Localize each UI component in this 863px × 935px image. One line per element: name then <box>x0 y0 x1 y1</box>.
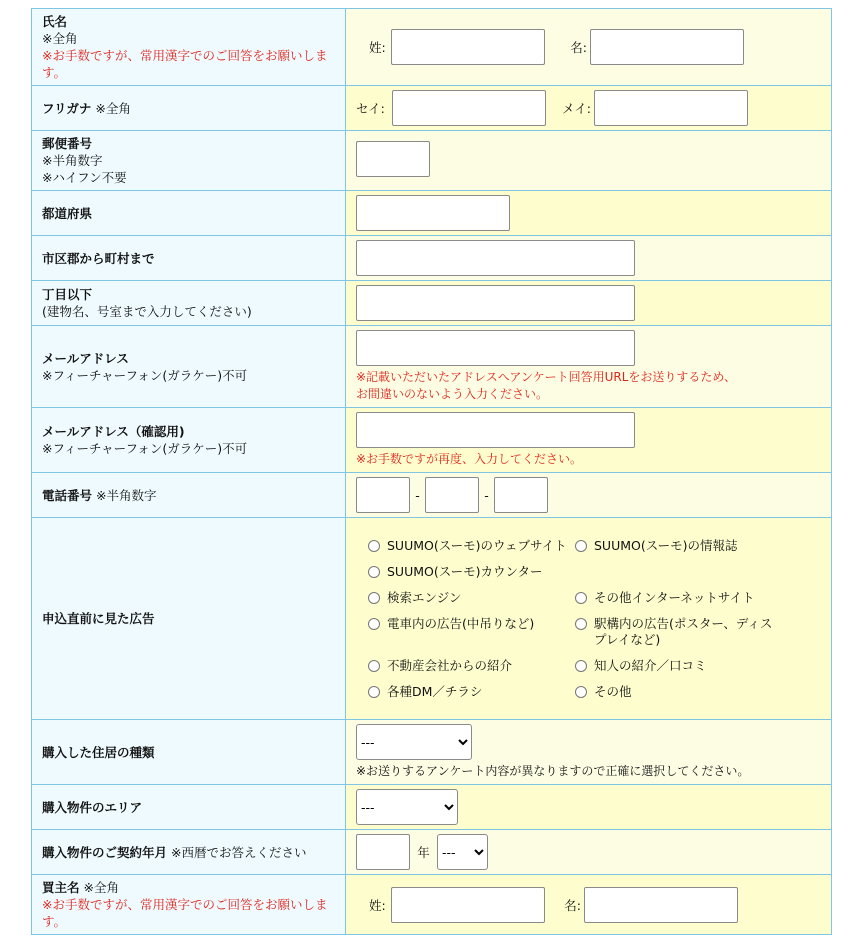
contract-date-value-cell <box>346 830 832 875</box>
last-name-kana-input[interactable] <box>392 90 546 126</box>
furigana-label: フリガナ <box>42 100 92 116</box>
prefecture-value-cell <box>346 191 832 236</box>
radio-circle-icon[interactable] <box>575 686 587 698</box>
ad-option-label: 検索エンジン <box>387 589 462 605</box>
buyer-mei-prefix: 名: <box>564 897 581 913</box>
phone-part3-input[interactable] <box>494 477 548 513</box>
ad-option-search-engine[interactable] <box>368 590 575 606</box>
contract-date-label-cell <box>32 830 346 875</box>
housing-type-label: 購入した住居の種類 <box>42 744 155 760</box>
application-form <box>31 8 832 935</box>
sei-kana-prefix: セイ: <box>356 101 385 116</box>
phone-part2-input[interactable] <box>425 477 479 513</box>
mei-kana-prefix: メイ: <box>562 101 591 116</box>
radio-circle-icon[interactable] <box>368 566 380 578</box>
ad-option-label: SUUMO(スーモ)カウンター <box>387 563 543 579</box>
name-row <box>32 9 832 86</box>
ad-option-realtor-referral[interactable] <box>368 658 575 674</box>
radio-circle-icon[interactable] <box>575 660 587 672</box>
radio-circle-icon[interactable] <box>368 592 380 604</box>
ad-option-suumo-magazine[interactable] <box>575 538 782 554</box>
ad-option-label: SUUMO(スーモ)の情報誌 <box>594 537 738 553</box>
contract-year-input[interactable] <box>356 834 410 870</box>
ad-option-train-ad[interactable] <box>368 616 575 648</box>
prefecture-row <box>32 191 832 236</box>
ad-option-label: 不動産会社からの紹介 <box>387 657 513 673</box>
area-label-cell <box>32 785 346 830</box>
housing-type-note: ※お送りするアンケート内容が異なりますので正確に選択してください。 <box>356 764 750 778</box>
phone-label: 電話番号 <box>42 487 93 503</box>
postal-code-input[interactable] <box>356 141 430 177</box>
radio-circle-icon[interactable] <box>368 686 380 698</box>
phone-value-cell <box>346 473 832 518</box>
sei-prefix: 姓: <box>369 40 386 55</box>
phone-label-cell <box>32 473 346 518</box>
first-name-input[interactable] <box>590 29 744 65</box>
buyer-last-name-input[interactable] <box>391 887 545 923</box>
housing-type-label-cell <box>32 720 346 785</box>
mei-prefix: 名: <box>570 40 587 55</box>
contract-date-label: 購入物件のご契約年月 <box>42 844 168 860</box>
ad-radio-group <box>356 531 821 707</box>
buyer-sei-prefix: 姓: <box>369 897 386 913</box>
email-confirm-note: ※フィーチャーフォン(ガラケー)不可 <box>42 441 248 456</box>
radio-circle-icon[interactable] <box>368 540 380 552</box>
contract-month-select[interactable] <box>437 834 488 870</box>
city-input[interactable] <box>356 240 635 276</box>
phone-separator: - <box>484 487 489 503</box>
email-label-cell <box>32 326 346 408</box>
address-note: (建物名、号室まで入力してください) <box>42 304 252 319</box>
buyer-name-note: ※全角 <box>83 880 119 895</box>
name-note: ※全角 <box>42 31 78 46</box>
ad-row <box>32 518 832 720</box>
buyer-name-value-cell <box>346 875 832 935</box>
postal-note-halfwidth: ※半角数字 <box>42 153 103 168</box>
city-label: 市区郡から町村まで <box>42 250 155 266</box>
postal-note-nohyphen: ※ハイフン不要 <box>42 170 127 185</box>
contract-date-note: ※西暦でお答えください <box>171 844 307 860</box>
ad-value-cell <box>346 518 832 720</box>
buyer-name-label-cell <box>32 875 346 935</box>
area-row <box>32 785 832 830</box>
phone-separator: - <box>415 487 420 503</box>
email-confirm-input[interactable] <box>356 412 635 448</box>
prefecture-label: 都道府県 <box>42 205 93 221</box>
address-row <box>32 281 832 326</box>
email-confirm-label-cell <box>32 408 346 473</box>
postal-label-cell <box>32 131 346 191</box>
buyer-name-warning: ※お手数ですが、常用漢字でのご回答をお願いします。 <box>42 897 328 929</box>
city-row <box>32 236 832 281</box>
name-value-cell <box>346 9 832 86</box>
housing-type-value-cell <box>346 720 832 785</box>
email-confirm-row <box>32 408 832 473</box>
ad-option-other[interactable] <box>575 684 782 700</box>
postal-label: 郵便番号 <box>42 136 93 151</box>
postal-value-cell <box>346 131 832 191</box>
contract-date-row <box>32 830 832 875</box>
prefecture-label-cell <box>32 191 346 236</box>
prefecture-input[interactable] <box>356 195 510 231</box>
housing-type-row <box>32 720 832 785</box>
email-confirm-warning: ※お手数ですが再度、入力してください。 <box>356 452 583 466</box>
email-note: ※フィーチャーフォン(ガラケー)不可 <box>42 367 248 383</box>
city-label-cell <box>32 236 346 281</box>
email-input[interactable] <box>356 330 635 366</box>
email-warning-line2: お間違いのないよう入力ください。 <box>356 387 549 401</box>
postal-row <box>32 131 832 191</box>
furigana-note: ※全角 <box>95 100 131 116</box>
ad-label-cell <box>32 518 346 720</box>
name-label-cell <box>32 9 346 86</box>
ad-option-label: SUUMO(スーモ)のウェブサイト <box>387 537 567 553</box>
radio-circle-icon[interactable] <box>575 592 587 604</box>
ad-option-suumo-counter[interactable] <box>368 564 782 580</box>
address-label: 丁目以下 <box>42 287 93 302</box>
furigana-label-cell <box>32 86 346 131</box>
ad-option-dm-flyer[interactable] <box>368 684 575 700</box>
ad-option-station-ad[interactable] <box>575 616 782 648</box>
radio-circle-icon[interactable] <box>368 660 380 672</box>
email-confirm-label: メールアドレス（確認用) <box>42 424 185 439</box>
buyer-name-row <box>32 875 832 935</box>
address-label-cell <box>32 281 346 326</box>
name-warning: ※お手数ですが、常用漢字でのご回答をお願いします。 <box>42 48 328 80</box>
name-label: 氏名 <box>42 14 68 29</box>
radio-circle-icon[interactable] <box>575 540 587 552</box>
address-input[interactable] <box>356 285 635 321</box>
radio-circle-icon[interactable] <box>368 618 380 630</box>
ad-option-suumo-web[interactable] <box>368 538 575 554</box>
ad-option-label: その他インターネットサイト <box>594 589 755 605</box>
ad-label: 申込直前に見た広告 <box>42 611 155 626</box>
year-suffix: 年 <box>417 845 430 860</box>
phone-part1-input[interactable] <box>356 477 410 513</box>
buyer-first-name-input[interactable] <box>584 887 738 923</box>
furigana-row <box>32 86 832 131</box>
buyer-name-label: 買主名 <box>42 880 80 895</box>
first-name-kana-input[interactable] <box>594 90 748 126</box>
radio-circle-icon[interactable] <box>575 618 587 630</box>
email-value-cell <box>346 326 832 408</box>
ad-option-other-internet[interactable] <box>575 590 782 606</box>
ad-option-label: 各種DM／チラシ <box>387 683 483 699</box>
ad-option-word-of-mouth[interactable] <box>575 658 782 674</box>
email-warning <box>356 369 821 403</box>
email-confirm-value-cell <box>346 408 832 473</box>
phone-note: ※半角数字 <box>96 487 157 503</box>
housing-type-select[interactable] <box>356 724 472 760</box>
email-warning-line1: ※記載いただいたアドレスへアンケート回答用URLをお送りするため、 <box>356 370 736 384</box>
ad-option-label: その他 <box>594 683 632 699</box>
furigana-value-cell <box>346 86 832 131</box>
ad-option-label: 知人の紹介／口コミ <box>594 657 707 673</box>
last-name-input[interactable] <box>391 29 545 65</box>
ad-option-label: 電車内の広告(中吊りなど) <box>387 615 535 631</box>
phone-row <box>32 473 832 518</box>
area-value-cell <box>346 785 832 830</box>
city-value-cell <box>346 236 832 281</box>
email-row <box>32 326 832 408</box>
address-value-cell <box>346 281 832 326</box>
ad-option-label: 駅構内の広告(ポスター、ディスプレイなど) <box>594 615 773 647</box>
area-label: 購入物件のエリア <box>42 799 143 815</box>
email-label: メールアドレス <box>42 350 129 366</box>
area-select[interactable] <box>356 789 458 825</box>
